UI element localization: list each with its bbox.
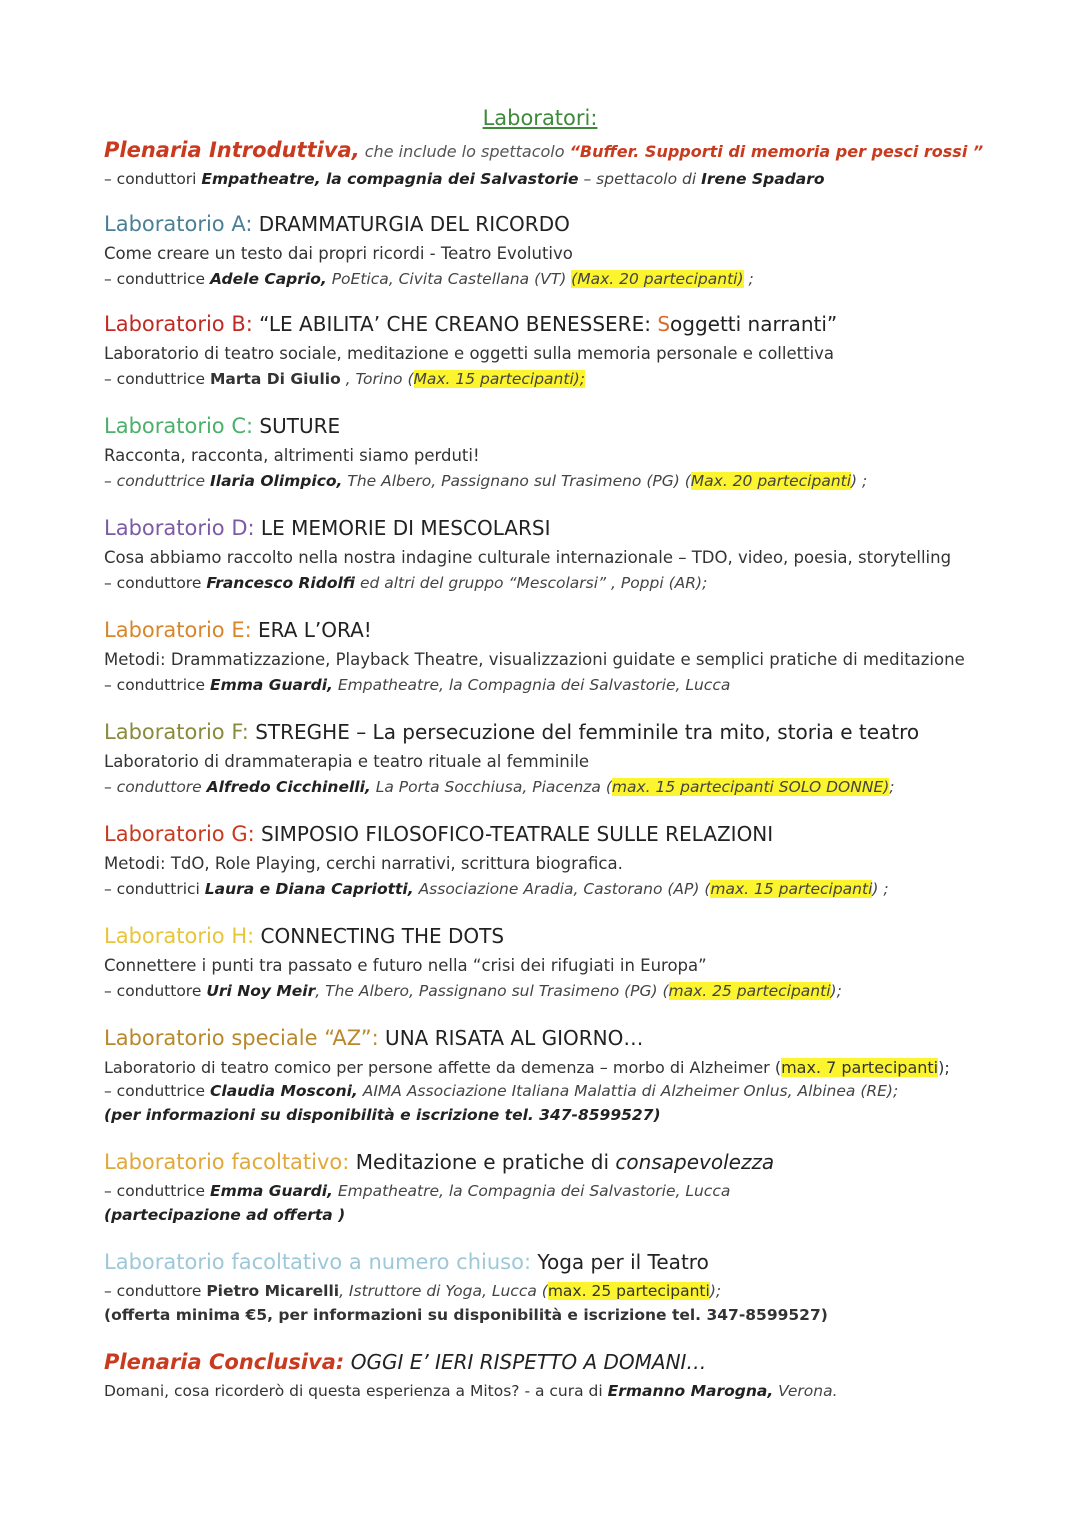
lab-az-title: UNA RISATA AL GIORNO… [378,1026,644,1050]
lab-az-conductor [104,1082,898,1100]
lab-f-label: Laboratorio F: [104,720,249,744]
conductor-name: Laura e Diana Capriotti, [204,880,414,898]
prefix-text: – conduttore [104,982,207,1000]
lab-az-desc [104,1058,950,1077]
location-text: ed altri del gruppo “Mescolarsi” , Poppi (AR); [355,574,708,592]
lab-f-conductor [104,778,895,796]
conductor-name: Adele Caprio, [210,270,327,288]
conductor-name: Francesco Ridolfi [206,574,356,592]
lab-b-heading [104,312,837,336]
lab-e-label: Laboratorio E: [104,618,252,642]
lab-c-title: SUTURE [253,414,341,438]
lab-b-title-s: S [657,312,671,336]
prefix-text: – conduttore [104,574,207,592]
lab-d-conductor [104,574,707,592]
end-text: ) ; [872,880,889,898]
conductor-name: Ermanno Marogna, [607,1382,774,1400]
max-participants: (Max. 20 partecipanti) [571,270,744,288]
conductor-name: Uri Noy Meir [206,982,316,1000]
prefix-text: – conduttrici [104,880,205,898]
lab-fac-label: Laboratorio facoltativo: [104,1150,350,1174]
lab-e-title: ERA L’ORA! [251,618,372,642]
desc-text: Laboratorio di teatro comico per persone affette da demenza – morbo di Alzheimer ( [104,1058,782,1077]
prefix-text: – conduttrice [104,1182,210,1200]
lab-f-title: STREGHE – La persecuzione del femminile tra mito, storia e teatro [248,720,920,744]
lab-c-heading [104,414,340,438]
lab-f-heading [104,720,919,744]
lab-a-title: DRAMMATURGIA DEL RICORDO [252,212,570,236]
location-text: The Albero, Passignano sul Trasimeno (PG) ( [342,472,691,490]
lab-h-title: CONNECTING THE DOTS [254,924,505,948]
lab-g-desc: Metodi: TdO, Role Playing, cerchi narrativi, scrittura biografica. [104,854,623,873]
show-by-text: – spettacolo di [578,170,702,188]
plenaria-end-title: OGGI E’ IERI RISPETTO A DOMANI… [344,1350,707,1374]
lab-b-label: Laboratorio B: [104,312,253,336]
max-participants: Max. 15 partecipanti); [413,370,586,388]
max-participants: max. 15 partecipanti SOLO DONNE) [611,778,890,796]
conductor-name: Emma Guardi, [210,1182,333,1200]
lab-yoga-info: (offerta minima €5, per informazioni su disponibilità e iscrizione tel. 347-8599527) [104,1306,828,1324]
lab-g-conductor [104,880,889,898]
lab-d-label: Laboratorio D: [104,516,255,540]
prefix-text: – conduttrice [104,270,210,288]
lab-yoga-label: Laboratorio facoltativo a numero chiuso: [104,1250,532,1274]
end-text: ) ; [851,472,868,490]
plenaria-intro-label: Plenaria Introduttiva, [104,138,360,162]
location-text: Empatheatre, la Compagnia dei Salvastorie, Lucca [332,1182,731,1200]
page-title: Laboratori: [482,106,598,130]
plenaria-intro-conductors [104,170,825,188]
lab-yoga-conductor [104,1282,721,1300]
max-participants: max. 25 partecipanti [668,982,831,1000]
location-text: AIMA Associazione Italiana Malattia di Alzheimer Onlus, Albinea (RE); [357,1082,899,1100]
end-text: ; [743,270,754,288]
lab-d-desc: Cosa abbiamo raccolto nella nostra indagine culturale internazionale – TDO, video, poesia, storytelling [104,548,952,567]
conductor-name: Ilaria Olimpico, [210,472,343,490]
end-text: ); [938,1058,950,1077]
end-text: ); [830,982,842,1000]
lab-e-conductor [104,676,730,694]
lab-c-conductor [104,472,867,490]
lab-a-label: Laboratorio A: [104,212,253,236]
max-participants: max. 25 partecipanti [547,1282,710,1300]
max-participants: max. 15 partecipanti [710,880,873,898]
lab-f-desc: Laboratorio di drammaterapia e teatro rituale al femminile [104,752,590,771]
lab-fac-title-italic: consapevolezza [615,1150,775,1174]
lab-a-conductor [104,270,754,288]
conductor-name: Alfredo Cicchinelli, [206,778,371,796]
conductor-name: Emma Guardi, [210,676,333,694]
lab-e-desc: Metodi: Drammatizzazione, Playback Theatre, visualizzazioni guidate e semplici pratiche di meditazione [104,650,965,669]
location-text: Verona. [773,1382,838,1400]
conductor-name: Pietro Micarelli [206,1282,340,1300]
location-text: , The Albero, Passignano sul Trasimeno (PG) ( [315,982,669,1000]
lab-d-heading [104,516,550,540]
lab-h-heading [104,924,504,948]
lab-fac-title: Meditazione e pratiche di [349,1150,616,1174]
plenaria-intro-text: che include lo spettacolo [359,142,570,161]
lab-yoga-title: Yoga per il Teatro [531,1250,709,1274]
lab-az-label: Laboratorio speciale “AZ”: [104,1026,379,1050]
conductor-name: Claudia Mosconi, [210,1082,358,1100]
show-author: Irene Spadaro [701,170,825,188]
plenaria-end-desc [104,1382,838,1400]
max-participants: Max. 20 partecipanti [690,472,852,490]
lab-g-label: Laboratorio G: [104,822,255,846]
prefix-text: – conduttrice [104,370,210,388]
lab-g-title: SIMPOSIO FILOSOFICO-TEATRALE SULLE RELAZIONI [254,822,774,846]
prefix-text: – conduttrice [104,676,210,694]
prefix-text: – conduttore [104,778,207,796]
conductor-name: Empatheatre, la compagnia dei Salvastorie [201,170,579,188]
plenaria-end-label: Plenaria Conclusiva: [104,1350,345,1374]
conductor-name: Marta Di Giulio [210,370,341,388]
lab-a-heading [104,212,570,236]
lab-a-desc: Come creare un testo dai propri ricordi - Teatro Evolutivo [104,244,573,263]
lab-c-label: Laboratorio C: [104,414,254,438]
lab-e-heading [104,618,372,642]
lab-h-desc: Connettere i punti tra passato e futuro nella “crisi dei rifugiati in Europa” [104,956,707,975]
lab-h-conductor [104,982,842,1000]
prefix-text: – conduttrice [104,1082,210,1100]
prefix-text: – conduttore [104,1282,207,1300]
lab-g-heading [104,822,773,846]
lab-b-title-2: oggetti narranti” [670,312,838,336]
location-text: , Istruttore di Yoga, Lucca ( [339,1282,548,1300]
lab-h-label: Laboratorio H: [104,924,255,948]
end-text: ); [709,1282,722,1300]
prefix-text: – conduttori [104,170,202,188]
lab-fac-heading [104,1150,774,1174]
location-text: , Torino ( [340,370,414,388]
lab-b-desc: Laboratorio di teatro sociale, meditazione e oggetti sulla memoria personale e collettiva [104,344,835,363]
lab-b-conductor [104,370,585,388]
lab-d-title: LE MEMORIE DI MESCOLARSI [254,516,551,540]
plenaria-intro-heading [104,138,983,162]
end-text: ; [889,778,895,796]
plenaria-end-heading [104,1350,706,1374]
lab-b-title: “LE ABILITA’ CHE CREANO BENESSERE: [252,312,658,336]
desc-text: Domani, cosa ricorderò di questa esperienza a Mitos? - a cura di [104,1382,608,1400]
lab-az-heading [104,1026,643,1050]
location-text: La Porta Socchiusa, Piacenza ( [370,778,612,796]
location-text: Empatheatre, la Compagnia dei Salvastorie, Lucca [332,676,731,694]
lab-yoga-heading [104,1250,709,1274]
lab-fac-conductor [104,1182,730,1200]
max-participants: max. 7 partecipanti [781,1058,939,1077]
location-text: PoEtica, Civita Castellana (VT) [326,270,572,288]
lab-az-info: (per informazioni su disponibilità e iscrizione tel. 347-8599527) [104,1106,661,1124]
plenaria-intro-show: “Buffer. Supporti di memoria per pesci rossi ” [569,142,984,161]
lab-c-desc: Racconta, racconta, altrimenti siamo perduti! [104,446,480,465]
location-text: Associazione Aradia, Castorano (AP) ( [413,880,711,898]
lab-fac-note: (partecipazione ad offerta ) [104,1206,346,1224]
prefix-text: – conduttrice [104,472,210,490]
